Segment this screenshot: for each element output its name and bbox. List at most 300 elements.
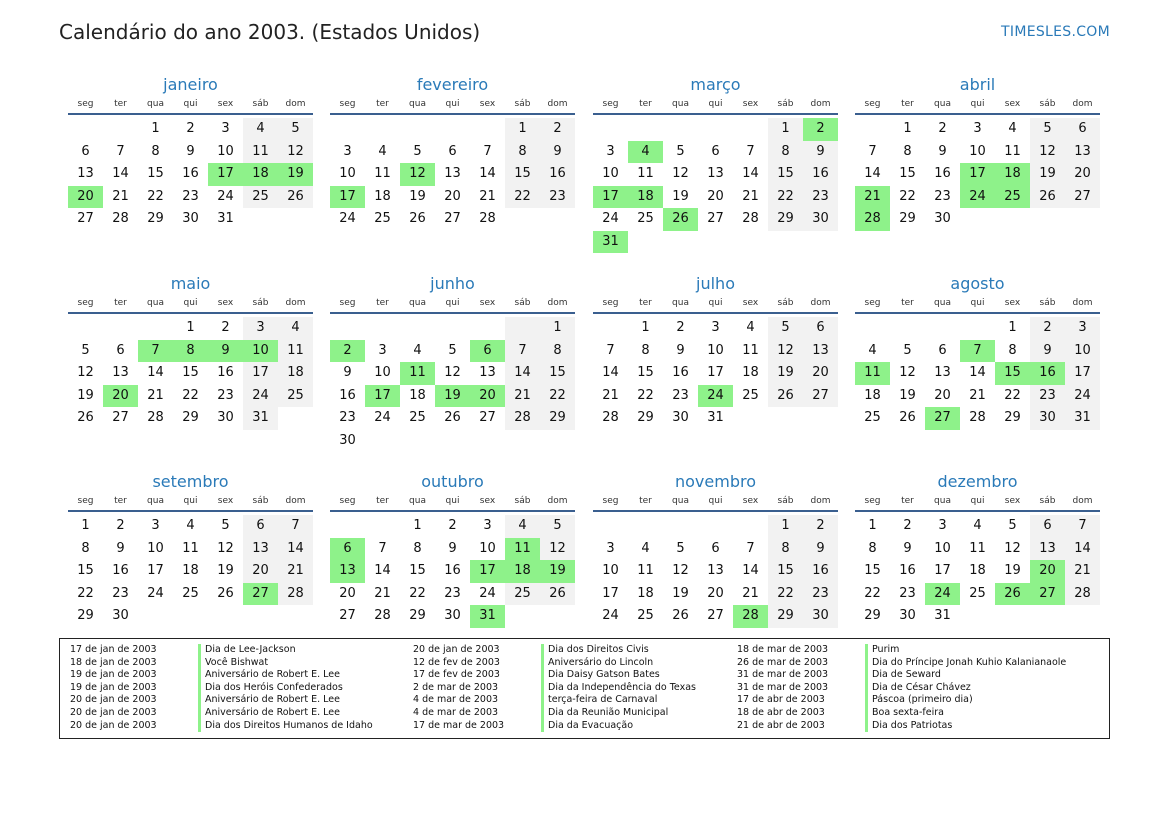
holiday-day: 10 <box>243 340 278 363</box>
weekday-label: qui <box>183 298 198 308</box>
day-cell: 26 <box>409 211 426 226</box>
day-cell: 8 <box>413 540 422 556</box>
day-cell: 6 <box>81 143 90 159</box>
holiday-day: 2 <box>330 340 365 363</box>
legend-row <box>737 694 1066 707</box>
weekday-label: seg <box>339 99 356 109</box>
day-cell: 11 <box>182 540 199 556</box>
weekday-header <box>855 296 1100 314</box>
day-cell: 11 <box>278 340 313 363</box>
holiday-day: 25 <box>995 186 1030 209</box>
weekday-label: qui <box>708 99 723 109</box>
day-cell: 24 <box>374 410 391 425</box>
holiday-name: Aniversário de Robert E. Lee <box>198 694 340 707</box>
day-cell: 30 <box>899 608 916 623</box>
day-cell: 6 <box>803 317 838 340</box>
holiday-date: 20 de jan de 2003 <box>413 644 500 655</box>
holiday-day: 13 <box>330 560 365 583</box>
empty-cell <box>365 515 400 538</box>
empty-cell <box>593 515 628 538</box>
day-cell: 9 <box>938 143 947 159</box>
day-cell: 5 <box>1030 118 1065 141</box>
day-cell: 14 <box>969 365 986 380</box>
day-cell: 11 <box>243 141 278 164</box>
holiday-day: 26 <box>995 583 1030 606</box>
holiday-day: 17 <box>365 385 400 408</box>
day-cell: 20 <box>1065 163 1100 186</box>
day-cell: 22 <box>899 188 916 204</box>
weekday-label: sex <box>1004 298 1021 308</box>
day-cell: 16 <box>934 166 951 181</box>
day-cell: 15 <box>768 163 803 186</box>
holiday-date: 12 de fev de 2003 <box>413 656 500 668</box>
holiday-day: 19 <box>540 560 575 583</box>
day-cell: 10 <box>934 540 951 556</box>
day-cell: 7 <box>868 143 877 159</box>
day-cell: 22 <box>147 188 164 204</box>
weekday-label: dom <box>285 496 306 506</box>
holiday-day: 11 <box>855 362 890 385</box>
empty-cell <box>890 317 925 340</box>
holiday-day: 18 <box>243 163 278 186</box>
month-agosto <box>855 273 1100 430</box>
day-cell: 10 <box>602 166 619 181</box>
empty-cell <box>330 515 365 538</box>
weekday-label: qua <box>672 298 689 308</box>
day-cell: 16 <box>672 365 689 380</box>
holiday-day: 27 <box>1030 583 1065 606</box>
day-cell: 11 <box>637 563 654 578</box>
day-cell: 6 <box>116 342 125 358</box>
weekday-label: ter <box>114 298 127 308</box>
day-cell: 26 <box>444 410 461 425</box>
day-cell: 26 <box>899 410 916 425</box>
day-cell: 2 <box>221 320 230 335</box>
holiday-name: Dia de Lee-Jackson <box>198 644 296 657</box>
day-cell: 21 <box>1065 560 1100 583</box>
empty-cell <box>628 515 663 538</box>
day-cell: 27 <box>77 211 94 226</box>
day-cell: 4 <box>278 317 313 340</box>
holiday-day: 6 <box>330 538 365 561</box>
weekday-label: qui <box>445 99 460 109</box>
day-cell: 13 <box>444 166 461 181</box>
day-cell: 19 <box>409 188 426 204</box>
day-cell: 1 <box>903 121 912 136</box>
day-cell: 26 <box>77 410 94 425</box>
day-cell: 27 <box>707 608 724 623</box>
day-cell: 23 <box>899 585 916 601</box>
weekday-label: qua <box>409 298 426 308</box>
weekday-label: sáb <box>1039 99 1056 109</box>
day-cell: 12 <box>1030 141 1065 164</box>
weekday-label: seg <box>339 496 356 506</box>
day-cell: 30 <box>1030 407 1065 430</box>
day-cell: 29 <box>182 410 199 425</box>
day-cell: 16 <box>803 560 838 583</box>
day-cell: 30 <box>803 605 838 628</box>
weekday-label: qua <box>147 99 164 109</box>
empty-cell <box>698 118 733 141</box>
day-cell: 20 <box>339 585 356 601</box>
day-cell: 25 <box>505 583 540 606</box>
empty-cell <box>663 118 698 141</box>
day-cell: 9 <box>903 540 912 556</box>
day-cell: 27 <box>707 211 724 226</box>
month-maio <box>68 273 313 430</box>
legend-row <box>413 694 696 707</box>
holiday-date: 4 de mar de 2003 <box>413 706 499 718</box>
weekday-label: qui <box>708 298 723 308</box>
month-name: novembro <box>675 472 756 491</box>
holiday-name: Você Bishwat <box>198 657 268 670</box>
holiday-day: 21 <box>855 186 890 209</box>
day-cell: 18 <box>864 387 881 403</box>
day-cell: 3 <box>973 121 982 136</box>
holiday-name: Dia da Independência do Texas <box>541 682 696 695</box>
day-cell: 22 <box>182 387 199 403</box>
day-cell: 21 <box>742 585 759 601</box>
day-cell: 22 <box>637 387 654 403</box>
day-cell: 27 <box>444 211 461 226</box>
holiday-day: 17 <box>330 186 365 209</box>
holiday-date: 2 de mar de 2003 <box>413 681 499 693</box>
day-cell: 17 <box>243 362 278 385</box>
day-cell: 19 <box>768 362 803 385</box>
legend-row <box>413 644 696 657</box>
holiday-day: 24 <box>925 583 960 606</box>
day-cell: 14 <box>864 166 881 181</box>
day-cell: 25 <box>864 410 881 425</box>
day-cell: 1 <box>81 518 90 533</box>
day-cell: 25 <box>374 211 391 226</box>
weekday-label: sex <box>1004 496 1021 506</box>
holiday-name: Aniversário de Robert E. Lee <box>198 707 340 720</box>
day-cell: 19 <box>672 188 689 204</box>
holiday-date: 26 de mar de 2003 <box>737 656 829 668</box>
day-cell: 2 <box>116 518 125 533</box>
day-cell: 31 <box>707 410 724 425</box>
legend-row <box>737 707 1066 720</box>
empty-cell <box>960 317 995 340</box>
legend-row <box>413 682 696 695</box>
weekday-label: sáb <box>252 496 269 506</box>
day-cell: 4 <box>868 342 877 358</box>
holiday-day: 24 <box>960 186 995 209</box>
day-cell: 16 <box>182 166 199 181</box>
day-cell: 30 <box>672 410 689 425</box>
weekday-label: ter <box>376 496 389 506</box>
day-cell: 17 <box>602 585 619 601</box>
day-cell: 15 <box>147 166 164 181</box>
day-cell: 30 <box>182 211 199 226</box>
day-cell: 5 <box>81 342 90 358</box>
day-cell: 23 <box>672 387 689 403</box>
day-cell: 23 <box>182 188 199 204</box>
day-cell: 30 <box>803 208 838 231</box>
day-cell: 5 <box>903 342 912 358</box>
day-cell: 13 <box>707 563 724 578</box>
day-cell: 17 <box>1065 362 1100 385</box>
weekday-label: qua <box>147 496 164 506</box>
day-cell: 26 <box>540 583 575 606</box>
day-cell: 19 <box>899 387 916 403</box>
holiday-day: 9 <box>208 340 243 363</box>
holiday-date: 19 de jan de 2003 <box>70 681 157 693</box>
day-cell: 6 <box>938 342 947 358</box>
day-cell: 9 <box>448 540 457 556</box>
legend-row <box>413 720 696 733</box>
holiday-day: 28 <box>733 605 768 628</box>
day-cell: 15 <box>182 365 199 380</box>
day-cell: 17 <box>934 563 951 578</box>
day-cell: 2 <box>803 515 838 538</box>
day-cell: 25 <box>182 585 199 601</box>
weekday-header <box>593 97 838 115</box>
day-cell: 28 <box>1065 583 1100 606</box>
holiday-name: Aniversário de Robert E. Lee <box>198 669 340 682</box>
legend-row <box>737 669 1066 682</box>
day-cell: 10 <box>1065 340 1100 363</box>
weekday-label: qui <box>183 99 198 109</box>
day-grid <box>593 515 838 628</box>
day-cell: 19 <box>77 387 94 403</box>
day-cell: 1 <box>768 118 803 141</box>
day-cell: 3 <box>711 320 720 335</box>
day-cell: 16 <box>899 563 916 578</box>
day-cell: 5 <box>278 118 313 141</box>
day-cell: 10 <box>339 166 356 181</box>
weekday-label: sáb <box>514 496 531 506</box>
day-cell: 12 <box>768 340 803 363</box>
day-cell: 12 <box>217 540 234 556</box>
weekday-label: sáb <box>777 298 794 308</box>
day-cell: 26 <box>768 385 803 408</box>
day-cell: 28 <box>969 410 986 425</box>
day-cell: 2 <box>903 518 912 533</box>
day-cell: 23 <box>112 585 129 601</box>
weekday-header <box>68 97 313 115</box>
day-cell: 23 <box>803 583 838 606</box>
day-cell: 7 <box>746 143 755 159</box>
weekday-label: qua <box>409 496 426 506</box>
day-cell: 12 <box>1004 540 1021 556</box>
holiday-day: 19 <box>278 163 313 186</box>
day-cell: 13 <box>77 166 94 181</box>
holiday-name: Boa sexta-feira <box>865 707 944 720</box>
day-cell: 18 <box>278 362 313 385</box>
weekday-label: sex <box>217 298 234 308</box>
weekday-label: qua <box>672 99 689 109</box>
day-cell: 1 <box>413 518 422 533</box>
day-cell: 14 <box>505 362 540 385</box>
day-cell: 15 <box>768 560 803 583</box>
day-cell: 28 <box>602 410 619 425</box>
day-cell: 2 <box>540 118 575 141</box>
day-cell: 25 <box>409 410 426 425</box>
day-cell: 12 <box>540 538 575 561</box>
weekday-label: sáb <box>252 298 269 308</box>
day-cell: 25 <box>637 608 654 623</box>
day-cell: 12 <box>672 166 689 181</box>
day-cell: 5 <box>413 143 422 159</box>
month-setembro <box>68 471 313 628</box>
weekday-label: qua <box>147 298 164 308</box>
day-cell: 7 <box>483 143 492 159</box>
day-cell: 1 <box>505 118 540 141</box>
day-cell: 30 <box>339 432 356 448</box>
empty-cell <box>663 515 698 538</box>
day-cell: 25 <box>742 387 759 403</box>
empty-cell <box>628 118 663 141</box>
holiday-name: Dia de Seward <box>865 669 941 682</box>
holiday-day: 6 <box>470 340 505 363</box>
month-name: dezembro <box>937 472 1018 491</box>
weekday-header <box>330 296 575 314</box>
day-cell: 21 <box>147 387 164 403</box>
weekday-label: seg <box>77 298 94 308</box>
empty-cell <box>593 118 628 141</box>
weekday-header <box>330 97 575 115</box>
day-cell: 28 <box>505 407 540 430</box>
day-cell: 4 <box>378 143 387 159</box>
weekday-header <box>593 494 838 512</box>
legend-row <box>413 669 696 682</box>
weekday-label: dom <box>285 298 306 308</box>
day-cell: 21 <box>374 585 391 601</box>
weekday-label: ter <box>901 298 914 308</box>
holiday-day: 11 <box>400 362 435 385</box>
day-cell: 7 <box>505 340 540 363</box>
weekday-label: seg <box>602 99 619 109</box>
day-cell: 14 <box>742 563 759 578</box>
holiday-day: 28 <box>855 208 890 231</box>
weekday-label: sáb <box>777 496 794 506</box>
day-cell: 18 <box>374 188 391 204</box>
day-cell: 15 <box>77 563 94 578</box>
weekday-label: qui <box>708 496 723 506</box>
day-cell: 4 <box>973 518 982 533</box>
weekday-label: ter <box>901 99 914 109</box>
empty-cell <box>855 118 890 141</box>
day-cell: 11 <box>637 166 654 181</box>
day-cell: 2 <box>448 518 457 533</box>
day-cell: 11 <box>969 540 986 556</box>
empty-cell <box>733 515 768 538</box>
day-cell: 5 <box>221 518 230 533</box>
day-cell: 22 <box>864 585 881 601</box>
day-cell: 10 <box>217 143 234 159</box>
day-cell: 5 <box>768 317 803 340</box>
empty-cell <box>925 317 960 340</box>
day-cell: 2 <box>186 121 195 136</box>
day-cell: 14 <box>479 166 496 181</box>
holiday-date: 21 de abr de 2003 <box>737 719 825 731</box>
day-cell: 18 <box>969 563 986 578</box>
holiday-day: 7 <box>960 340 995 363</box>
day-cell: 24 <box>243 385 278 408</box>
holiday-day: 12 <box>400 163 435 186</box>
empty-cell <box>68 118 103 141</box>
brand-link[interactable]: TIMESLES.COM <box>1001 24 1110 40</box>
empty-cell <box>698 515 733 538</box>
day-cell: 29 <box>899 211 916 226</box>
day-cell: 30 <box>444 608 461 623</box>
day-cell: 9 <box>1030 340 1065 363</box>
day-cell: 1 <box>540 317 575 340</box>
day-cell: 7 <box>378 540 387 556</box>
day-cell: 26 <box>278 186 313 209</box>
month-abril <box>855 74 1100 231</box>
holiday-day: 17 <box>470 560 505 583</box>
day-cell: 29 <box>147 211 164 226</box>
day-cell: 22 <box>768 186 803 209</box>
holiday-name: Dia de César Chávez <box>865 682 971 695</box>
day-cell: 15 <box>899 166 916 181</box>
day-cell: 20 <box>707 585 724 601</box>
day-cell: 13 <box>243 538 278 561</box>
day-cell: 5 <box>448 342 457 358</box>
weekday-label: dom <box>810 99 831 109</box>
legend-row <box>737 657 1066 670</box>
weekday-label: dom <box>547 298 568 308</box>
weekday-label: sex <box>217 496 234 506</box>
day-cell: 1 <box>1008 320 1017 335</box>
day-cell: 10 <box>479 540 496 556</box>
day-cell: 29 <box>768 605 803 628</box>
weekday-label: sáb <box>777 99 794 109</box>
day-grid <box>330 118 575 231</box>
holiday-date: 4 de mar de 2003 <box>413 694 499 706</box>
day-cell: 29 <box>1004 410 1021 425</box>
day-cell: 4 <box>746 320 755 335</box>
day-cell: 25 <box>278 385 313 408</box>
day-cell: 14 <box>374 563 391 578</box>
holiday-name: Dia dos Direitos Humanos de Idaho <box>198 720 373 733</box>
day-cell: 25 <box>969 585 986 601</box>
weekday-label: qui <box>970 496 985 506</box>
day-cell: 26 <box>1030 186 1065 209</box>
day-cell: 24 <box>602 211 619 226</box>
day-cell: 3 <box>606 540 615 556</box>
weekday-label: seg <box>864 298 881 308</box>
day-grid <box>68 317 313 430</box>
legend-row <box>70 669 373 682</box>
empty-cell <box>435 118 470 141</box>
holiday-date: 17 de mar de 2003 <box>413 719 505 731</box>
weekday-label: ter <box>376 99 389 109</box>
day-cell: 20 <box>803 362 838 385</box>
day-cell: 1 <box>151 121 160 136</box>
weekday-label: sex <box>742 496 759 506</box>
legend-row <box>70 644 373 657</box>
empty-cell <box>330 317 365 340</box>
holiday-day: 11 <box>505 538 540 561</box>
day-cell: 27 <box>1065 186 1100 209</box>
weekday-label: ter <box>114 496 127 506</box>
day-cell: 28 <box>147 410 164 425</box>
holiday-day: 20 <box>103 385 138 408</box>
day-cell: 9 <box>803 141 838 164</box>
weekday-label: seg <box>77 99 94 109</box>
weekday-label: dom <box>1072 496 1093 506</box>
day-cell: 27 <box>479 410 496 425</box>
day-cell: 10 <box>147 540 164 556</box>
day-cell: 19 <box>672 585 689 601</box>
day-grid <box>330 515 575 628</box>
weekday-label: seg <box>339 298 356 308</box>
day-cell: 27 <box>803 385 838 408</box>
